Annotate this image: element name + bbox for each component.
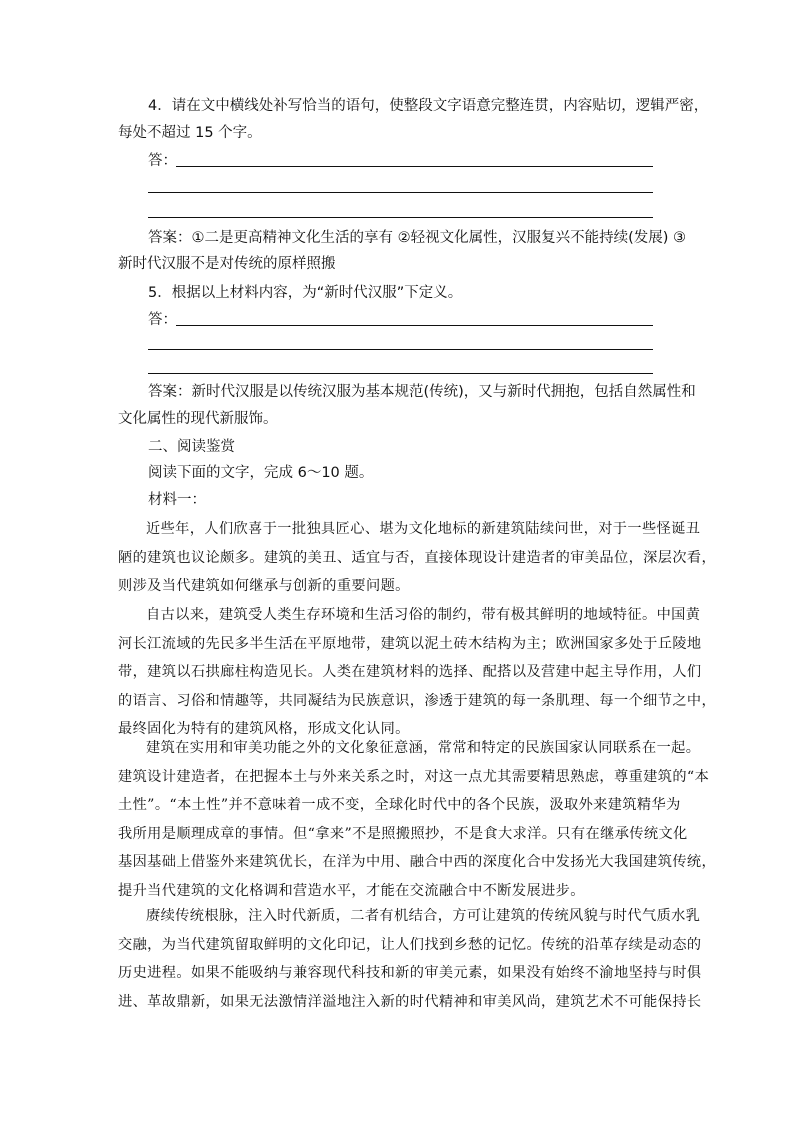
answer-blank-line: [148, 192, 653, 193]
answer-key-q5: 答案：新时代汉服是以传统汉服为基本规范(传统)，又与新时代拥抱，包括自然属性和: [148, 384, 696, 400]
material-label: 材料一：: [148, 492, 206, 508]
answer-key-q4-cont: 新时代汉服不是对传统的原样照搬: [118, 256, 336, 272]
passage-line: 进、革故鼎新，如果无法激情洋溢地注入新的时代精神和审美风尚，建筑艺术不可能保持长: [118, 993, 702, 1010]
section-heading: 二、阅读鉴赏: [148, 439, 235, 455]
passage-line: 的语言、习俗和情趣等，共同凝结为民族意识，渗透于建筑的每一条肌理、每一个细节之中，: [118, 692, 717, 709]
answer-blank-line: [176, 325, 653, 326]
passage-line: 近些年，人们欣喜于一批独具匠心、堪为文化地标的新建筑陆续问世，对于一些怪诞丑: [146, 521, 701, 537]
passage-paragraph-1: [118, 515, 717, 601]
passage-line: 最终固化为特有的建筑风格，形成文化认同。: [118, 721, 410, 738]
question-4-text-cont: 每处不超过 15 个字。: [118, 125, 262, 141]
answer-area-q4[interactable]: [148, 151, 653, 171]
passage-line: 我所用是顺理成章的事情。但“拿来”不是照搬照抄，不是食大求洋。只有在继承传统文化: [118, 825, 688, 842]
answer-blank-line: [176, 166, 653, 167]
answer-key-q4: 答案：①二是更高精神文化生活的享有 ②轻视文化属性，汉服复兴不能持续(发展) ③: [148, 230, 687, 246]
answer-blank-line: [148, 373, 653, 374]
passage-line: 河长江流域的先民多半生活在平原地带，建筑以泥土砖木结构为主；欧洲国家多处于丘陵地: [118, 635, 702, 652]
question-5-text: 5．根据以上材料内容，为“新时代汉服”下定义。: [148, 285, 463, 301]
answer-label: 答：: [148, 153, 177, 169]
section-instruction: 阅读下面的文字，完成 6～10 题。: [148, 465, 374, 481]
passage-line: 陋的建筑也议论颇多。建筑的美丑、适宜与否，直接体现设计建造者的审美品位，深层次看，: [118, 549, 717, 566]
answer-key-q5-cont: 文化属性的现代新服饰。: [118, 411, 278, 427]
passage-line: 土性”。“本土性”并不意味着一成不变，全球化时代中的各个民族，汲取外来建筑精华为: [118, 797, 681, 814]
passage-line: 则涉及当代建筑如何继承与创新的重要问题。: [118, 578, 410, 595]
passage-line: 建筑设计建造者，在把握本土与外来关系之时，对这一点尤其需要精思熟虑，尊重建筑的“本: [118, 768, 710, 785]
passage-paragraph-2: [118, 601, 717, 744]
passage-line: 基因基础上借鉴外来建筑优长，在洋为中用、融合中西的深度化合中发扬光大我国建筑传统，: [118, 854, 717, 871]
answer-label: 答：: [148, 312, 177, 328]
question-4-text: 4．请在文中横线处补写恰当的语句，使整段文字语意完整连贯，内容贴切，逻辑严密，: [148, 98, 709, 114]
answer-blank-line: [148, 349, 653, 350]
passage-line: 提升当代建筑的文化格调和营造水平，才能在交流融合中不断发展进步。: [118, 882, 585, 899]
answer-blank-line: [148, 217, 653, 218]
passage-line: 带，建筑以石拱廊柱构造见长。人类在建筑材料的选择、配搭以及营建中起主导作用，人们: [118, 664, 702, 681]
passage-paragraph-3: [118, 734, 717, 906]
passage-line: 历史进程。如果不能吸纳与兼容现代科技和新的审美元素，如果没有始终不渝地坚持与时俱: [118, 965, 702, 982]
passage-line: 赓续传统根脉，注入时代新质，二者有机结合，方可让建筑的传统风貌与时代气质水乳: [146, 908, 701, 924]
passage-line: 交融，为当代建筑留取鲜明的文化印记，让人们找到乡愁的记忆。传统的沿革存续是动态的: [118, 936, 702, 953]
passage-line: 自古以来，建筑受人类生存环境和生活习俗的制约，带有极其鲜明的地域特征。中国黄: [146, 607, 701, 623]
answer-area-q5[interactable]: [148, 310, 653, 330]
passage-paragraph-4: [118, 902, 702, 1016]
passage-line: 建筑在实用和审美功能之外的文化象征意涵，常常和特定的民族国家认同联系在一起。: [146, 740, 701, 756]
